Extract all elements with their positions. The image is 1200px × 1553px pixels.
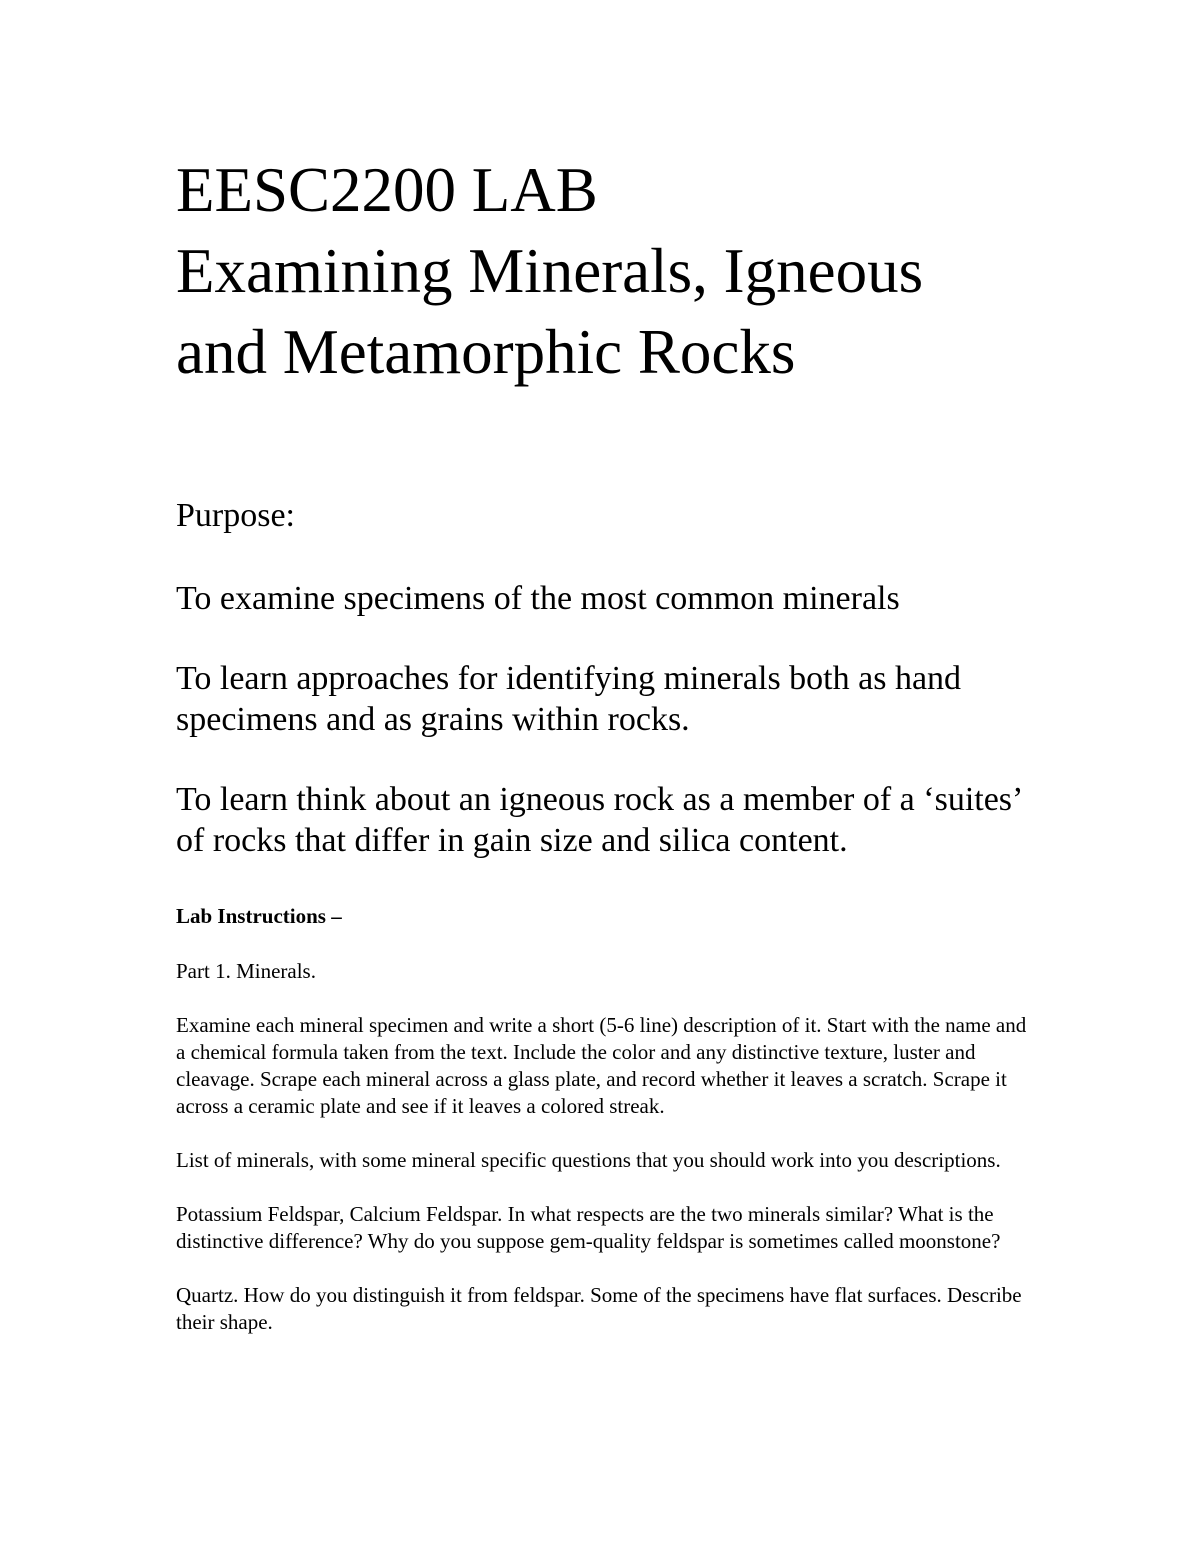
paragraph-feldspar: Potassium Feldspar, Calcium Feldspar. In what respects are the two minerals similar? What is the distinctive difference? Why do you suppose gem-quality feldspar is sometimes called moonstone? bbox=[176, 1202, 1001, 1253]
paragraph-quartz: Quartz. How do you distinguish it from feldspar. Some of the specimens have flat surfaces. Describe their shape. bbox=[176, 1283, 1022, 1334]
paragraph-list-of-minerals: List of minerals, with some mineral specific questions that you should work into you descriptions. bbox=[176, 1148, 1001, 1172]
lab-instructions-heading: Lab Instructions – bbox=[176, 904, 342, 928]
purpose-label: Purpose: bbox=[176, 497, 295, 534]
paragraph-examine: Examine each mineral specimen and write a short (5-6 line) description of it. Start with the name and a chemical formula taken from the text. Include the color and any distinctive texture, luster and cleavage. Scrape each mineral across a glass plate, and record whether it leaves a scratch. Scrape it across a ceramic plate and see if it leaves a colored streak. bbox=[176, 1013, 1027, 1118]
title-line-3: and Metamorphic Rocks bbox=[176, 317, 796, 387]
purpose-item-2: To learn approaches for identifying minerals both as hand specimens and as grains within rocks. bbox=[176, 660, 962, 738]
document-content bbox=[176, 150, 1036, 1336]
purpose-item-3: To learn think about an igneous rock as a member of a ‘suites’ of rocks that differ in gain size and silica content. bbox=[176, 781, 1021, 859]
document-title bbox=[176, 150, 1036, 393]
part1-heading: Part 1. Minerals. bbox=[176, 959, 316, 983]
title-line-2: Examining Minerals, Igneous bbox=[176, 236, 924, 306]
purpose-item-1: To examine specimens of the most common minerals bbox=[176, 580, 900, 617]
title-line-1: EESC2200 LAB bbox=[176, 155, 598, 225]
